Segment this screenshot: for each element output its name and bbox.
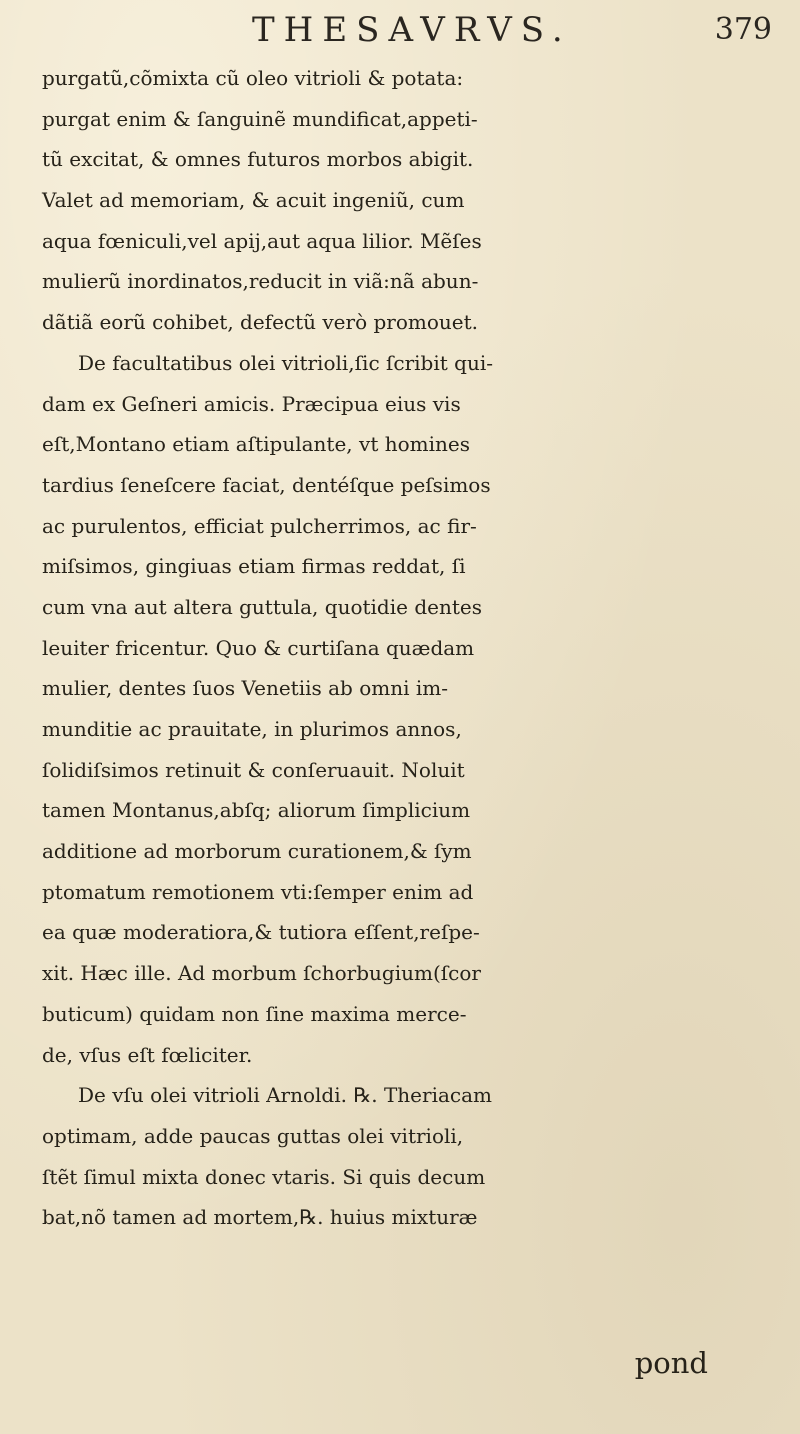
- text-line: ea quæ moderatiora,& tutiora eſſent,reſpe-: [42, 920, 480, 945]
- text-line: ptomatum remotionem vti:ſemper enim ad: [42, 879, 474, 904]
- text-line: ac purulentos, efficiat pulcherrimos, ac fir-: [42, 513, 477, 538]
- body-text: [42, 58, 792, 1238]
- text-line: additione ad morborum curationem,& ſym: [42, 839, 472, 864]
- text-line: ſtẽt ſimul mixta donec vtaris. Si quis decum: [42, 1164, 486, 1189]
- text-line: bat,nõ tamen ad mortem,℞. huius mixturæ: [42, 1205, 478, 1230]
- text-line: buticum) quidam non ſine maxima merce-: [42, 1001, 467, 1026]
- text-line: aqua fœniculi,vel apij,aut aqua lilior. Mẽſes: [42, 228, 482, 253]
- text-line: xit. Hæc ille. Ad morbum ſchorbugium(ſcor: [42, 961, 481, 986]
- page-number: 379: [714, 12, 772, 47]
- text-line: de, vſus eſt fœliciter.: [42, 1042, 253, 1067]
- text-line: tamen Montanus,abſq; aliorum ſimplicium: [42, 798, 471, 823]
- text-line: cum vna aut altera guttula, quotidie dentes: [42, 594, 482, 619]
- text-line: eſt,Montano etiam aſtipulante, vt homines: [42, 432, 470, 457]
- text-line: ſolidiſsimos retinuit & conſeruauit. Noluit: [42, 757, 465, 782]
- text-line: miſsimos, gingiuas etiam firmas reddat, ſi: [42, 554, 466, 579]
- text-line: dam ex Geſneri amicis. Præcipua eius vis: [42, 391, 461, 416]
- text-line: purgat enim & ſanguinẽ mundificat,appeti-: [42, 106, 478, 131]
- text-line: mulierũ inordinatos,reducit in viã:nã abun-: [42, 269, 479, 294]
- text-line: dãtiã eorũ cohibet, defectũ verò promouet.: [42, 310, 478, 335]
- text-line: De facultatibus olei vitrioli,ſic ſcribit qui-: [78, 350, 493, 375]
- catchword: pond: [634, 1346, 708, 1380]
- text-line: tardius ſeneſcere faciat, dentéſque peſsimos: [42, 472, 491, 497]
- text-line: optimam, adde paucas guttas olei vitrioli,: [42, 1123, 464, 1148]
- text-line: De vſu olei vitrioli Arnoldi. ℞. Theriacam: [78, 1083, 492, 1108]
- text-line: purgatũ,cõmixta cũ oleo vitrioli & potata:: [42, 66, 464, 90]
- text-line: munditie ac prauitate, in plurimos annos,: [42, 717, 462, 741]
- running-title: THESAVRVS.: [252, 10, 572, 50]
- text-line: leuiter fricentur. Quo & curtiſana quædam: [42, 635, 475, 660]
- text-line: Valet ad memoriam, & acuit ingeniũ, cum: [42, 188, 465, 213]
- text-line: tũ excitat, & omnes futuros morbos abigit.: [42, 147, 474, 172]
- text-line: mulier, dentes ſuos Venetiis ab omni im-: [42, 676, 448, 701]
- page-header: [0, 4, 800, 52]
